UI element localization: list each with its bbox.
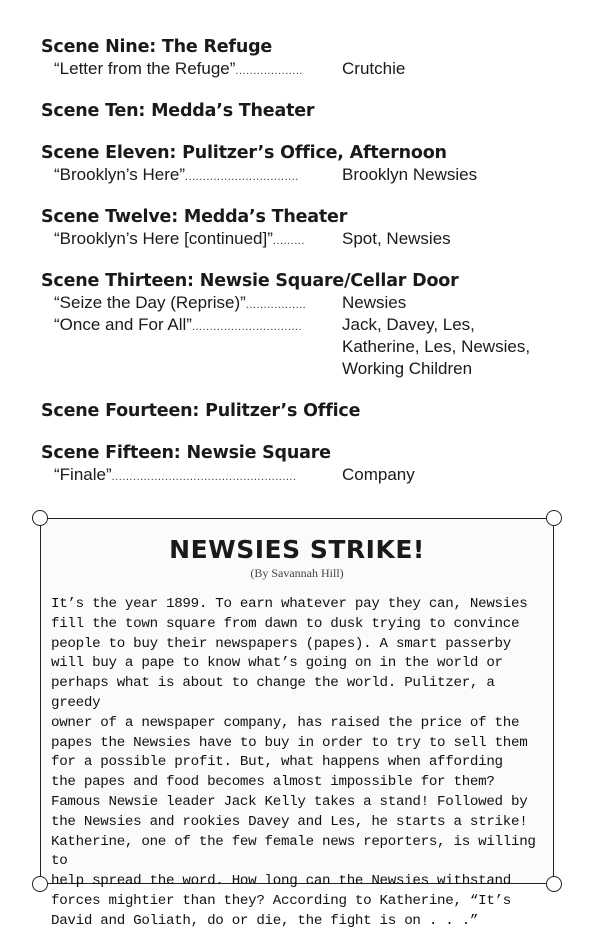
- scene-block: [41, 100, 571, 122]
- article-line: David and Goliath, do or die, the fight is on . . .”: [51, 912, 479, 929]
- scene-block: [41, 270, 571, 380]
- scene-list: [41, 36, 571, 506]
- song-row: [41, 314, 571, 380]
- song-title: “Brooklyn’s Here”: [54, 165, 186, 184]
- scene-block: [41, 442, 571, 486]
- cast-line: Company: [342, 465, 415, 484]
- cast-line: Katherine, Les, Newsies,: [342, 337, 531, 356]
- song-cast: [342, 164, 477, 186]
- article-line: the papes and food becomes almost impossible for them?: [51, 774, 495, 791]
- cast-line: Crutchie: [342, 59, 406, 78]
- song-title: “Letter from the Refuge”: [54, 59, 236, 78]
- article-line: help spread the word. How long can the Newsies withstand: [51, 873, 511, 890]
- song-cast: [342, 228, 451, 250]
- article-line: perhaps what is about to change the world. Pulitzer, a greedy: [51, 675, 495, 711]
- song-title: “Brooklyn’s Here [continued]”: [54, 229, 273, 248]
- article-line: Famous Newsie leader Jack Kelly takes a stand! Followed by: [51, 793, 528, 810]
- cast-line: Jack, Davey, Les,: [342, 315, 475, 334]
- song-row: [41, 164, 571, 186]
- scene-title: Scene Ten: Medda’s Theater: [41, 101, 315, 121]
- dot-leader: .........: [272, 235, 305, 247]
- dot-leader: ....................................................: [111, 471, 297, 483]
- song-cast: [342, 464, 415, 486]
- cast-line: Working Children: [342, 359, 473, 378]
- song-cast: [342, 58, 405, 80]
- song-title: “Seize the Day (Reprise)”: [54, 293, 246, 312]
- song-cast: [342, 292, 406, 314]
- article-headline: NEWSIES STRIKE!: [169, 535, 425, 564]
- dot-leader: ...............................: [191, 321, 303, 333]
- scene-title: Scene Fourteen: Pulitzer’s Office: [41, 401, 361, 421]
- song-row: [41, 464, 571, 486]
- scene-block: [41, 206, 571, 250]
- article-line: for a possible profit. But, what happens when affording: [51, 754, 503, 771]
- corner-ornament: [32, 876, 48, 892]
- cast-line: Brooklyn Newsies: [342, 165, 478, 184]
- article-line: owner of a newspaper company, has raised the price of the: [51, 714, 520, 731]
- article-line: Katherine, one of the few female news reporters, is willing to: [51, 833, 536, 870]
- article-line: fill the town square from dawn to dusk trying to convince: [51, 615, 520, 632]
- scene-block: [41, 142, 571, 186]
- article-line: forces mightier than they? According to Katherine, “It’s: [51, 892, 511, 909]
- article-box: [40, 518, 554, 929]
- song-row: [41, 292, 571, 314]
- song-title: “Finale”: [54, 465, 112, 484]
- article-line: papes the Newsies have to buy in order to try to sell them: [51, 734, 528, 751]
- scene-title: Scene Fifteen: Newsie Square: [41, 443, 331, 463]
- dot-leader: .................: [245, 299, 307, 311]
- song-title: “Once and For All”: [54, 315, 192, 334]
- dot-leader: ................................: [185, 171, 299, 183]
- song-row: [41, 228, 571, 250]
- scene-title: Scene Nine: The Refuge: [41, 37, 273, 57]
- dot-leader: ...................: [235, 65, 303, 77]
- article-byline: (By Savannah Hill): [250, 566, 344, 580]
- scene-title: Scene Eleven: Pulitzer’s Office, Afternoon: [41, 143, 447, 163]
- scene-block: [41, 36, 571, 80]
- scene-title: Scene Thirteen: Newsie Square/Cellar Door: [41, 271, 459, 291]
- song-row: [41, 58, 571, 80]
- article-line: will buy a pape to know what’s going on in the world or: [51, 655, 503, 672]
- article-line: the Newsies and rookies Davey and Les, he starts a strike!: [51, 813, 528, 830]
- article-line: people to buy their newspapers (papes). A smart passerby: [51, 635, 511, 652]
- cast-line: Newsies: [342, 293, 407, 312]
- scene-block: [41, 400, 571, 422]
- cast-line: Spot, Newsies: [342, 229, 451, 248]
- song-cast: [342, 314, 530, 380]
- scene-title: Scene Twelve: Medda’s Theater: [41, 207, 348, 227]
- article-line: It’s the year 1899. To earn whatever pay they can, Newsies: [51, 596, 528, 612]
- corner-ornament: [546, 876, 562, 892]
- article-body: [51, 595, 543, 932]
